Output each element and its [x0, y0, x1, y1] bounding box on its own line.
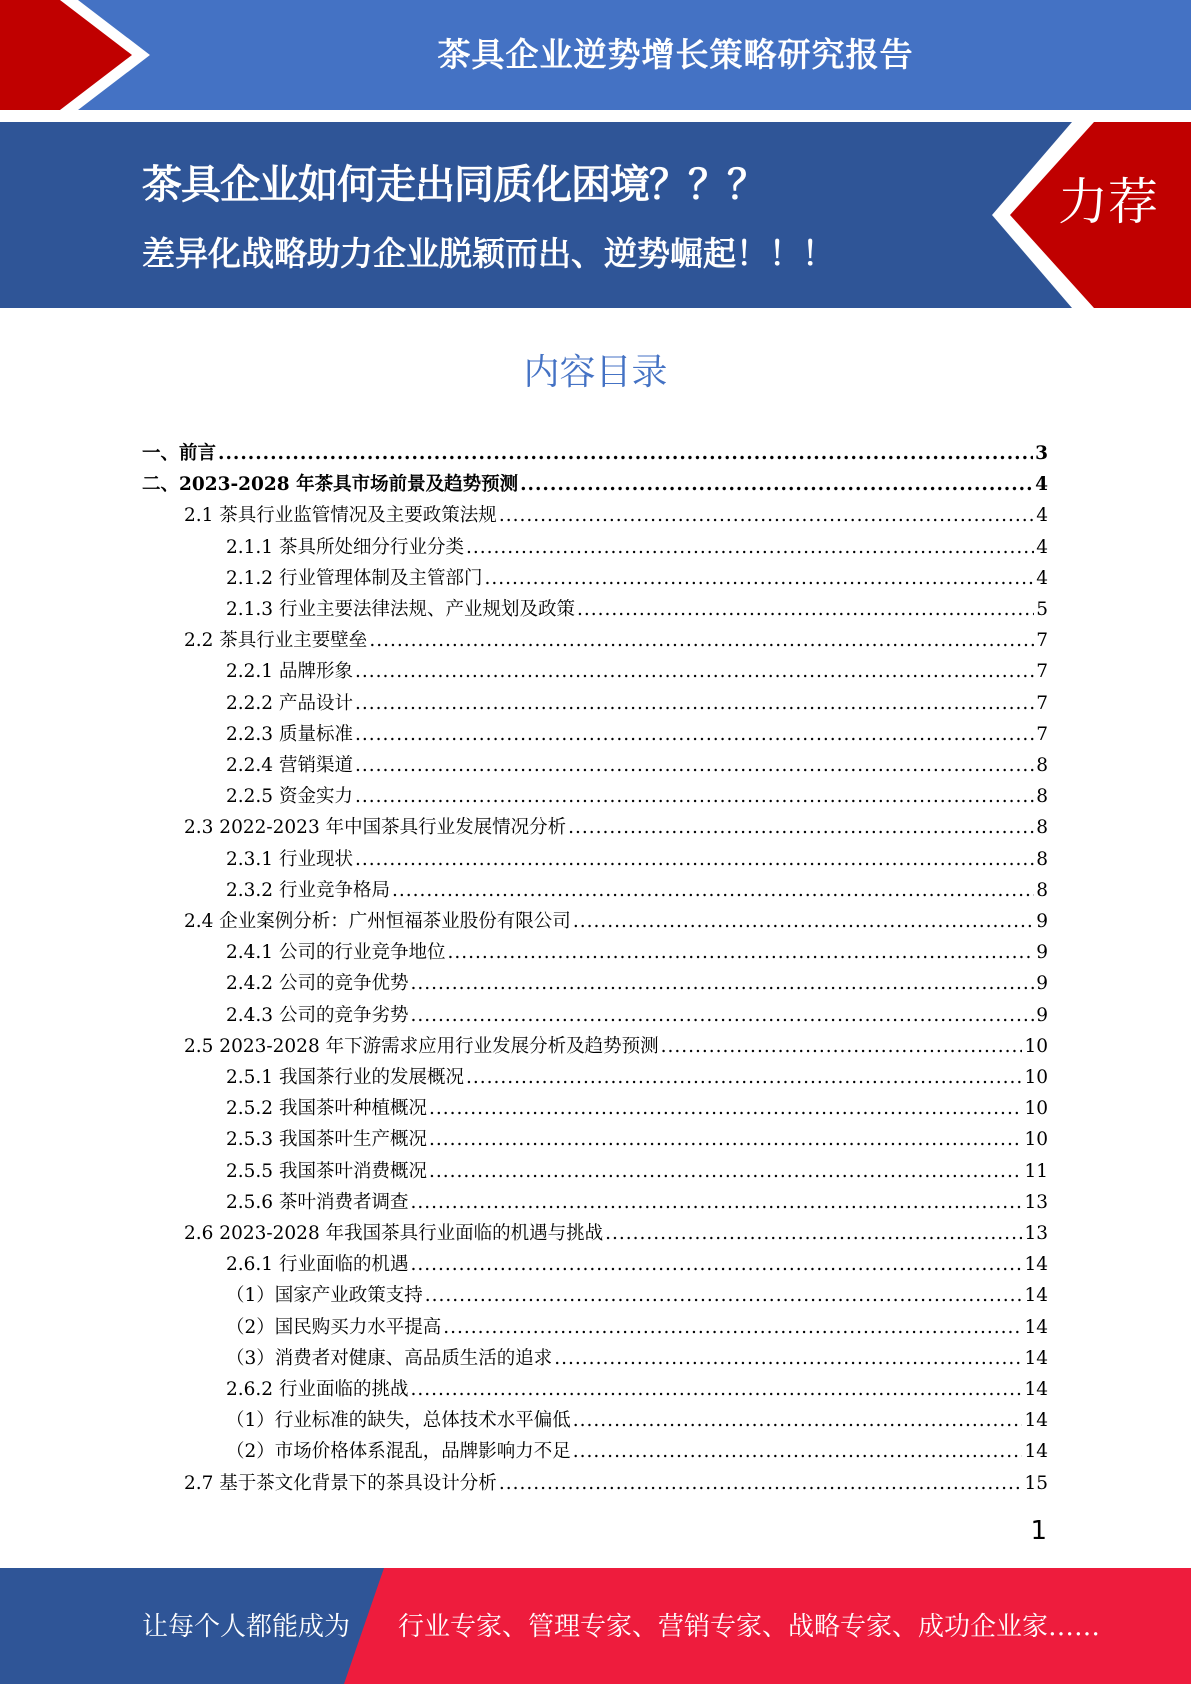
toc-entry-label: （2）市场价格体系混乱，品牌影响力不足 [226, 1441, 571, 1463]
toc-entry[interactable] [226, 781, 1048, 812]
toc-entry-label: 2.1.1 茶具所处细分行业分类 [226, 536, 464, 558]
toc-entry-page: 15 [1024, 1472, 1048, 1494]
toc-leader-dots [410, 1187, 1022, 1218]
toc-entry[interactable] [226, 1436, 1048, 1467]
toc-leader-dots [369, 625, 1034, 656]
toc-entry-label: 2.5.5 我国茶叶消费概况 [226, 1160, 427, 1182]
toc-entry-page: 7 [1036, 630, 1048, 652]
toc-leader-dots [577, 594, 1034, 625]
footer-slogan-left: 让每个人都能成为 [142, 1612, 351, 1642]
toc-entry[interactable] [226, 1312, 1048, 1343]
toc-entry-label: （2）国民购买力水平提高 [226, 1316, 442, 1338]
toc-leader-dots [218, 438, 1033, 469]
toc-entry[interactable] [226, 1343, 1048, 1374]
recommend-badge: 力荐 [1058, 173, 1158, 231]
toc-entry-page: 13 [1024, 1223, 1048, 1244]
toc-entry[interactable] [142, 438, 1048, 469]
toc-entry[interactable] [184, 1031, 1048, 1062]
headline-slogan: 差异化战略助力企业脱颖而出、逆势崛起！！！ [142, 234, 835, 273]
toc-leader-dots [573, 1405, 1023, 1436]
footer-banner [0, 1568, 1191, 1684]
toc-entry-page: 3 [1035, 443, 1048, 464]
toc-entry-page: 9 [1036, 911, 1048, 932]
toc-entry-page: 9 [1036, 973, 1048, 995]
toc-entry[interactable] [184, 812, 1048, 843]
headline-badge-shape [0, 122, 1191, 308]
toc-entry-label: 2.5.6 茶叶消费者调查 [226, 1191, 409, 1213]
toc-entry-label: 2.2.1 品牌形象 [226, 661, 353, 683]
toc-leader-dots [429, 1093, 1022, 1124]
top-banner [0, 0, 1191, 110]
toc-leader-dots [447, 937, 1034, 968]
red-chevron-decoration [0, 0, 160, 110]
toc-entry-label: （1）行业标准的缺失，总体技术水平偏低 [226, 1410, 571, 1432]
toc-entry-label: 一、前言 [142, 443, 217, 464]
toc-entry[interactable] [226, 750, 1048, 781]
toc-entry[interactable] [226, 563, 1048, 594]
toc-entry-page: 14 [1024, 1379, 1048, 1400]
toc-entry-page: 4 [1035, 474, 1048, 496]
headline-band [0, 122, 1191, 308]
toc-entry[interactable] [226, 844, 1048, 875]
toc-entry-label: 2.2 茶具行业主要壁垒 [184, 630, 368, 652]
toc-leader-dots [573, 1436, 1023, 1467]
toc-leader-dots [573, 906, 1034, 937]
toc-entry[interactable] [226, 1187, 1048, 1218]
toc-entry-page: 4 [1036, 567, 1048, 589]
toc-leader-dots [661, 1031, 1023, 1062]
toc-entry-page: 10 [1024, 1067, 1048, 1088]
toc-entry[interactable] [226, 1249, 1048, 1280]
toc-entry-label: 2.3 2022-2023 年中国茶具行业发展情况分析 [184, 817, 567, 839]
toc-entry-label: 2.7 基于茶文化背景下的茶具设计分析 [184, 1472, 497, 1494]
toc-leader-dots [355, 688, 1034, 719]
toc-entry[interactable] [184, 625, 1048, 656]
toc-entry-label: 2.2.3 质量标准 [226, 723, 353, 745]
toc-entry-page: 14 [1024, 1347, 1048, 1369]
toc-entry-page: 14 [1024, 1410, 1048, 1432]
toc-leader-dots [484, 563, 1034, 594]
toc-entry-page: 5 [1036, 599, 1048, 620]
toc-entry-page: 14 [1024, 1316, 1048, 1338]
toc-entry-label: 2.2.5 资金实力 [226, 786, 353, 808]
toc-entry[interactable] [184, 1218, 1048, 1249]
toc-entry-label: 2.3.2 行业竞争格局 [226, 879, 390, 901]
toc-leader-dots [410, 1000, 1034, 1031]
toc-leader-dots [355, 844, 1034, 875]
toc-entry-page: 8 [1036, 755, 1048, 776]
toc-entry[interactable] [226, 1124, 1048, 1155]
toc-leader-dots [410, 968, 1034, 999]
toc-entry[interactable] [226, 1280, 1048, 1311]
toc-entry-page: 14 [1024, 1254, 1048, 1276]
toc-entry[interactable] [226, 594, 1048, 625]
headline-question: 茶具企业如何走出同质化困境？？？ [142, 162, 766, 208]
toc-leader-dots [429, 1124, 1022, 1155]
toc-entry-page: 11 [1024, 1160, 1048, 1182]
report-title: 茶具企业逆势增长策略研究报告 [437, 35, 914, 74]
toc-entry-page: 8 [1036, 817, 1048, 839]
toc-leader-dots [355, 781, 1034, 812]
toc-entry[interactable] [142, 469, 1048, 500]
toc-entry-label: 2.1 茶具行业监管情况及主要政策法规 [184, 505, 497, 527]
toc-entry-page: 14 [1024, 1441, 1048, 1463]
toc-title: 内容目录 [523, 352, 668, 393]
toc-entry-page: 7 [1036, 692, 1048, 714]
toc-entry-label: （3）消费者对健康、高品质生活的追求 [226, 1347, 553, 1369]
toc-entry[interactable] [226, 656, 1048, 687]
toc-leader-dots [499, 500, 1034, 531]
toc-entry-label: 2.5.1 我国茶行业的发展概况 [226, 1067, 464, 1088]
toc-entry[interactable] [226, 1156, 1048, 1187]
toc-entry-label: 2.4 企业案例分析：广州恒福茶业股份有限公司 [184, 911, 571, 932]
toc-entry-page: 4 [1036, 536, 1048, 558]
toc-leader-dots [410, 1249, 1022, 1280]
toc-entry-label: 2.6 2023-2028 年我国茶具行业面临的机遇与挑战 [184, 1223, 604, 1244]
toc-entry-label: 2.4.2 公司的竞争优势 [226, 973, 409, 995]
toc-entry-page: 13 [1024, 1191, 1048, 1213]
toc-entry[interactable] [226, 1000, 1048, 1031]
toc-entry-page: 9 [1036, 1004, 1048, 1026]
toc-entry[interactable] [226, 1093, 1048, 1124]
toc-entry-page: 8 [1036, 879, 1048, 901]
toc-leader-dots [466, 532, 1034, 563]
toc-leader-dots [520, 469, 1033, 500]
toc-entry[interactable] [226, 1374, 1048, 1405]
toc-entry-label: 2.1.3 行业主要法律法规、产业规划及政策 [226, 599, 575, 620]
toc-entry-label: 2.4.1 公司的行业竞争地位 [226, 942, 446, 964]
toc-entry-label: （1）国家产业政策支持 [226, 1285, 423, 1307]
toc-entry[interactable] [184, 1468, 1048, 1499]
toc-entry-page: 8 [1036, 786, 1048, 808]
toc-entry[interactable] [226, 532, 1048, 563]
toc-entry[interactable] [226, 688, 1048, 719]
toc-leader-dots [425, 1280, 1023, 1311]
toc-entry-label: 2.6.2 行业面临的挑战 [226, 1379, 409, 1400]
toc-entry-page: 7 [1036, 723, 1048, 745]
toc-leader-dots [443, 1312, 1022, 1343]
toc-entry-label: 2.5.2 我国茶叶种植概况 [226, 1098, 427, 1120]
toc-entry-label: 2.2.2 产品设计 [226, 692, 353, 714]
toc-entry-page: 14 [1024, 1285, 1048, 1307]
toc-entry[interactable] [226, 1405, 1048, 1436]
toc-leader-dots [605, 1218, 1022, 1249]
toc-entry[interactable] [226, 1062, 1048, 1093]
toc-leader-dots [355, 656, 1034, 687]
toc-entry[interactable] [226, 937, 1048, 968]
toc-entry-page: 4 [1036, 505, 1048, 527]
toc-leader-dots [568, 812, 1034, 843]
toc-entry-page: 10 [1024, 1035, 1048, 1057]
toc-entry-label: 2.1.2 行业管理体制及主管部门 [226, 567, 483, 589]
toc-entry[interactable] [226, 719, 1048, 750]
toc-entry[interactable] [184, 906, 1048, 937]
toc-entry-page: 8 [1036, 848, 1048, 870]
toc-leader-dots [410, 1374, 1022, 1405]
toc-leader-dots [392, 875, 1034, 906]
toc-leader-dots [355, 719, 1034, 750]
toc-entry-label: 二、2023-2028 年茶具市场前景及趋势预测 [142, 474, 519, 496]
toc-entry-label: 2.2.4 营销渠道 [226, 755, 353, 776]
toc-entry-label: 2.5.3 我国茶叶生产概况 [226, 1129, 427, 1151]
toc-entry-page: 9 [1036, 942, 1048, 964]
toc-leader-dots [554, 1343, 1022, 1374]
toc-entry[interactable] [226, 968, 1048, 999]
footer-slogan-right: 行业专家、管理专家、营销专家、战略专家、成功企业家…… [398, 1612, 1101, 1642]
toc-entry[interactable] [184, 500, 1048, 531]
toc-entry-label: 2.4.3 公司的竞争劣势 [226, 1004, 409, 1026]
toc-leader-dots [466, 1062, 1022, 1093]
toc-leader-dots [429, 1156, 1022, 1187]
toc-entry-page: 10 [1024, 1129, 1048, 1151]
toc-leader-dots [355, 750, 1034, 781]
toc-entry-page: 10 [1024, 1098, 1048, 1120]
toc-leader-dots [499, 1468, 1023, 1499]
toc-entry-label: 2.5 2023-2028 年下游需求应用行业发展分析及趋势预测 [184, 1035, 659, 1057]
toc-entry-page: 7 [1036, 661, 1048, 683]
toc-entry-label: 2.3.1 行业现状 [226, 848, 353, 870]
toc-entry[interactable] [226, 875, 1048, 906]
page-number: 1 [1030, 1516, 1047, 1546]
toc-entry-label: 2.6.1 行业面临的机遇 [226, 1254, 409, 1276]
